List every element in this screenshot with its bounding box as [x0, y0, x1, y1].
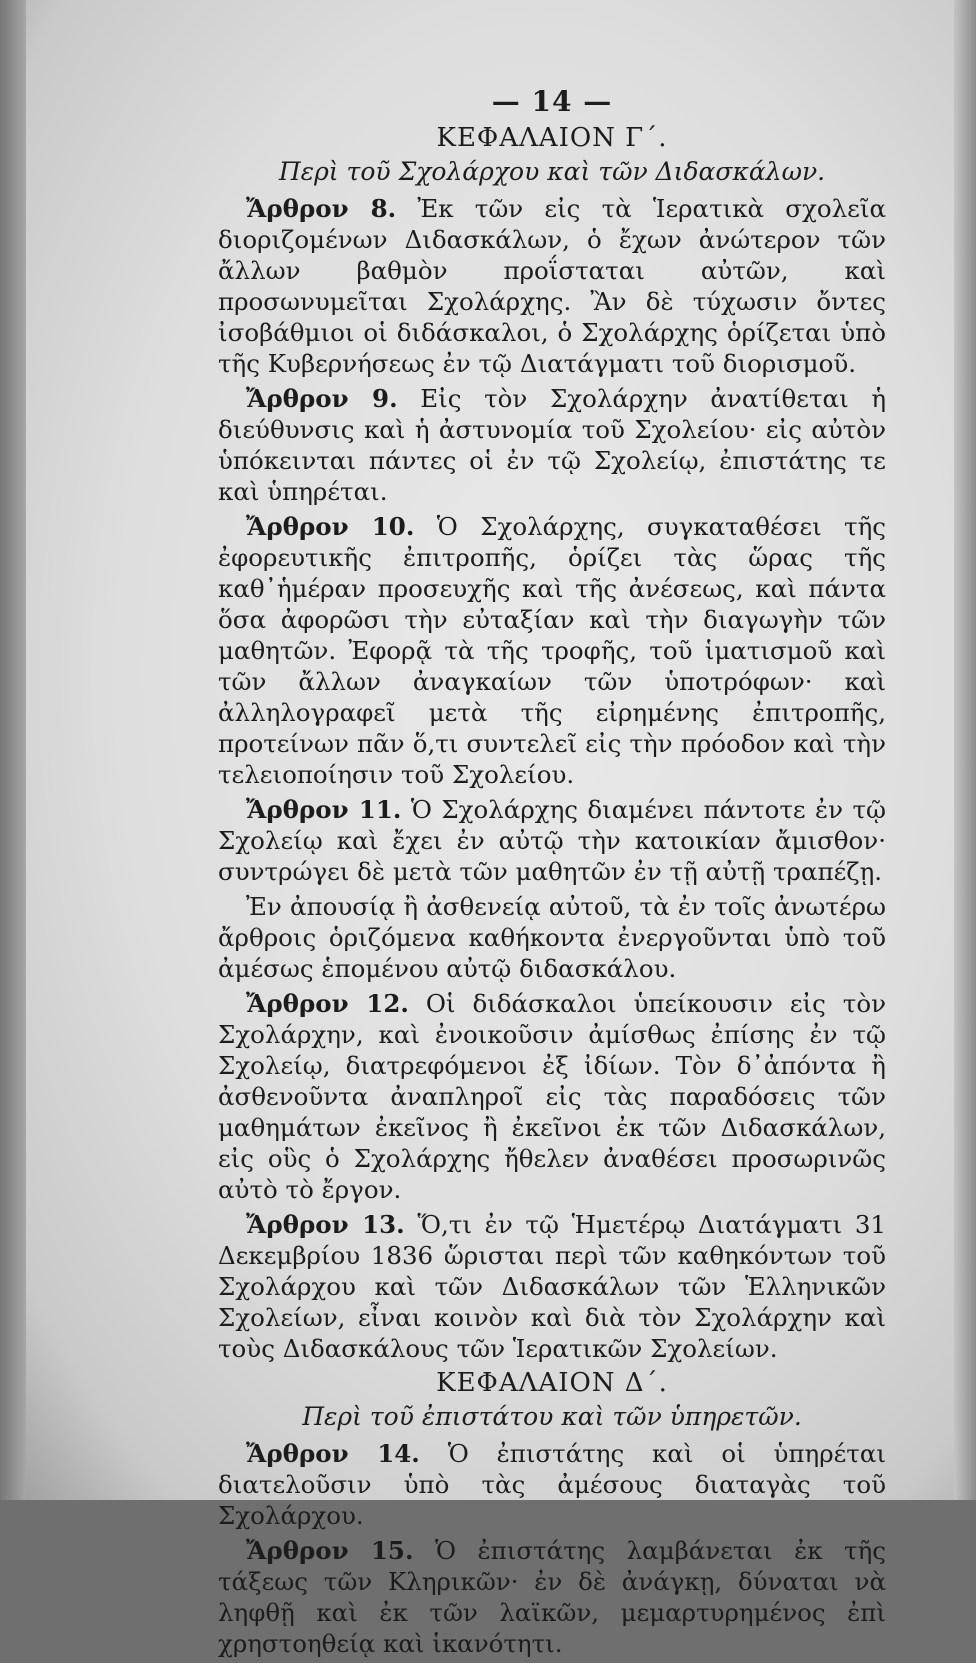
- article-13: [218, 1209, 886, 1364]
- article-8-text: Ἐκ τῶν εἰς τὰ Ἱερατικὰ σχολεῖα διοριζομένων Διδασκάλων, ὁ ἔχων ἀνώτερον τῶν ἄλλων βαθμὸν προΐσταται αὐτῶν, καὶ προσωνυμεῖται Σχολάρχης. Ἂν δὲ τύχωσιν ὄντες ἰσοβάθμιοι οἱ διδάσκαλοι, ὁ Σχολάρχης ὁρίζεται ὑπὸ τῆς Κυβερνήσεως ἐν τῷ Διατάγματι τοῦ διορισμοῦ.: [218, 194, 886, 378]
- page-left-edge: [0, 0, 26, 1500]
- article-12: [218, 988, 886, 1205]
- article-9: [218, 383, 886, 507]
- article-11-text: Ὁ Σχολάρχης διαμένει πάντοτε ἐν τῷ Σχολείῳ καὶ ἔχει ἐν αὐτῷ τὴν κατοικίαν ἄμισθον· συντρώγει δὲ μετὰ τῶν μαθητῶν ἐν τῇ αὐτῇ τραπέζῃ.: [218, 795, 887, 886]
- chapter-g-subtitle: Περὶ τοῦ Σχολάρχου καὶ τῶν Διδασκάλων.: [278, 157, 826, 186]
- article-8: [218, 193, 886, 379]
- article-10-text: Ὁ Σχολάρχης, συγκαταθέσει τῆς ἐφορευτικῆς ἐπιτροπῆς, ὁρίζει τὰς ὥρας τῆς καθ᾿ἡμέραν προσευχῆς καὶ τῆς ἀνέσεως, καὶ πάντα ὅσα ἀφορῶσι τὴν εὐταξίαν καὶ τὴν διαγωγὴν τῶν μαθητῶν. Ἐφορᾷ τὰ τῆς τροφῆς, τοῦ ἱματισμοῦ καὶ τῶν ἄλλων ἀναγκαίων τῶν ὑποτρόφων· καὶ ἀλληλογραφεῖ μετὰ τῆς εἰρημένης ἐπιτροπῆς, προτείνων πᾶν ὅ,τι συντελεῖ εἰς τὴν πρόοδον καὶ τὴν τελειοποίησιν τοῦ Σχολείου.: [218, 512, 887, 789]
- chapter-g-heading: ΚΕΦΑΛΑΙΟΝ Γ΄.: [436, 123, 668, 153]
- article-14: [218, 1438, 886, 1531]
- page-number: — 14 —: [491, 85, 613, 118]
- chapter-d-heading: ΚΕΦΑΛΑΙΟΝ Δ΄.: [436, 1368, 668, 1398]
- article-10-label: Ἄρθρον 10.: [246, 512, 415, 541]
- article-13-label: Ἄρθρον 13.: [246, 1210, 405, 1239]
- article-11-continuation: [218, 891, 886, 984]
- article-15: [218, 1535, 886, 1659]
- article-9-text: Εἰς τὸν Σχολάρχην ἀνατίθεται ἡ διεύθυνσις καὶ ἡ ἀστυνομία τοῦ Σχολείου· εἰς αὐτὸν ὑπόκεινται πάντες οἱ ἐν τῷ Σχολείῳ, ἐπιστάτης τε καὶ ὑπηρέται.: [218, 384, 886, 506]
- article-12-label: Ἄρθρον 12.: [246, 989, 409, 1018]
- article-15-text: Ὁ ἐπιστάτης λαμβάνεται ἐκ τῆς τάξεως τῶν Κληρικῶν· ἐν δὲ ἀνάγκῃ, δύναται νὰ ληφθῇ καὶ ἐκ τῶν λαϊκῶν, μεμαρτυρημένος ἐπὶ χρηστοηθείᾳ καὶ ἱκανότητι.: [218, 1536, 887, 1658]
- article-11-continuation-text: Ἐν ἀπουσίᾳ ἢ ἀσθενείᾳ αὐτοῦ, τὰ ἐν τοῖς ἀνωτέρω ἄρθροις ὁριζόμενα καθήκοντα ἐνεργοῦνται ὑπὸ τοῦ ἀμέσως ἑπομένου αὐτῷ διδασκάλου.: [218, 892, 886, 983]
- page-text-block: [218, 86, 886, 1663]
- article-14-label: Ἄρθρον 14.: [246, 1439, 420, 1468]
- page-right-edge: [954, 0, 976, 1500]
- article-9-label: Ἄρθρον 9.: [246, 384, 398, 413]
- article-8-label: Ἄρθρον 8.: [246, 194, 397, 223]
- chapter-d-subtitle: Περὶ τοῦ ἐπιστάτου καὶ τῶν ὑπηρετῶν.: [302, 1402, 802, 1431]
- article-13-text: Ὅ,τι ἐν τῷ Ἡμετέρῳ Διατάγματι 31 Δεκεμβρίου 1836 ὥρισται περὶ τῶν καθηκόντων τοῦ Σχολάρχου καὶ τῶν Διδασκάλων τῶν Ἑλληνικῶν Σχολείων, εἶναι κοινὸν καὶ διὰ τὸν Σχολάρχην καὶ τοὺς Διδασκάλους τῶν Ἱερατικῶν Σχολείων.: [218, 1210, 887, 1363]
- article-14-text: Ὁ ἐπιστάτης καὶ οἱ ὑπηρέται διατελοῦσιν ὑπὸ τὰς ἀμέσους διαταγὰς τοῦ Σχολάρχου.: [218, 1439, 886, 1530]
- article-11-label: Ἄρθρον 11.: [246, 795, 402, 824]
- article-15-label: Ἄρθρον 15.: [246, 1536, 414, 1565]
- article-12-text: Οἱ διδάσκαλοι ὑπείκουσιν εἰς τὸν Σχολάρχην, καὶ ἐνοικοῦσιν ἀμίσθως ἐπίσης ἐν τῷ Σχολείῳ, διατρεφόμενοι ἐξ ἰδίων. Τὸν δ᾿ἀπόντα ἢ ἀσθενοῦντα ἀναπληροῖ εἰς τὰς παραδόσεις τῶν μαθημάτων ἐκεῖνος ἢ ἐκεῖνοι ἐκ τῶν Διδασκάλων, εἰς οὓς ὁ Σχολάρχης ἤθελεν ἀναθέσει προσωρινῶς αὐτὸ τὸ ἔργον.: [218, 989, 886, 1204]
- article-10: [218, 511, 886, 790]
- article-11: [218, 794, 886, 887]
